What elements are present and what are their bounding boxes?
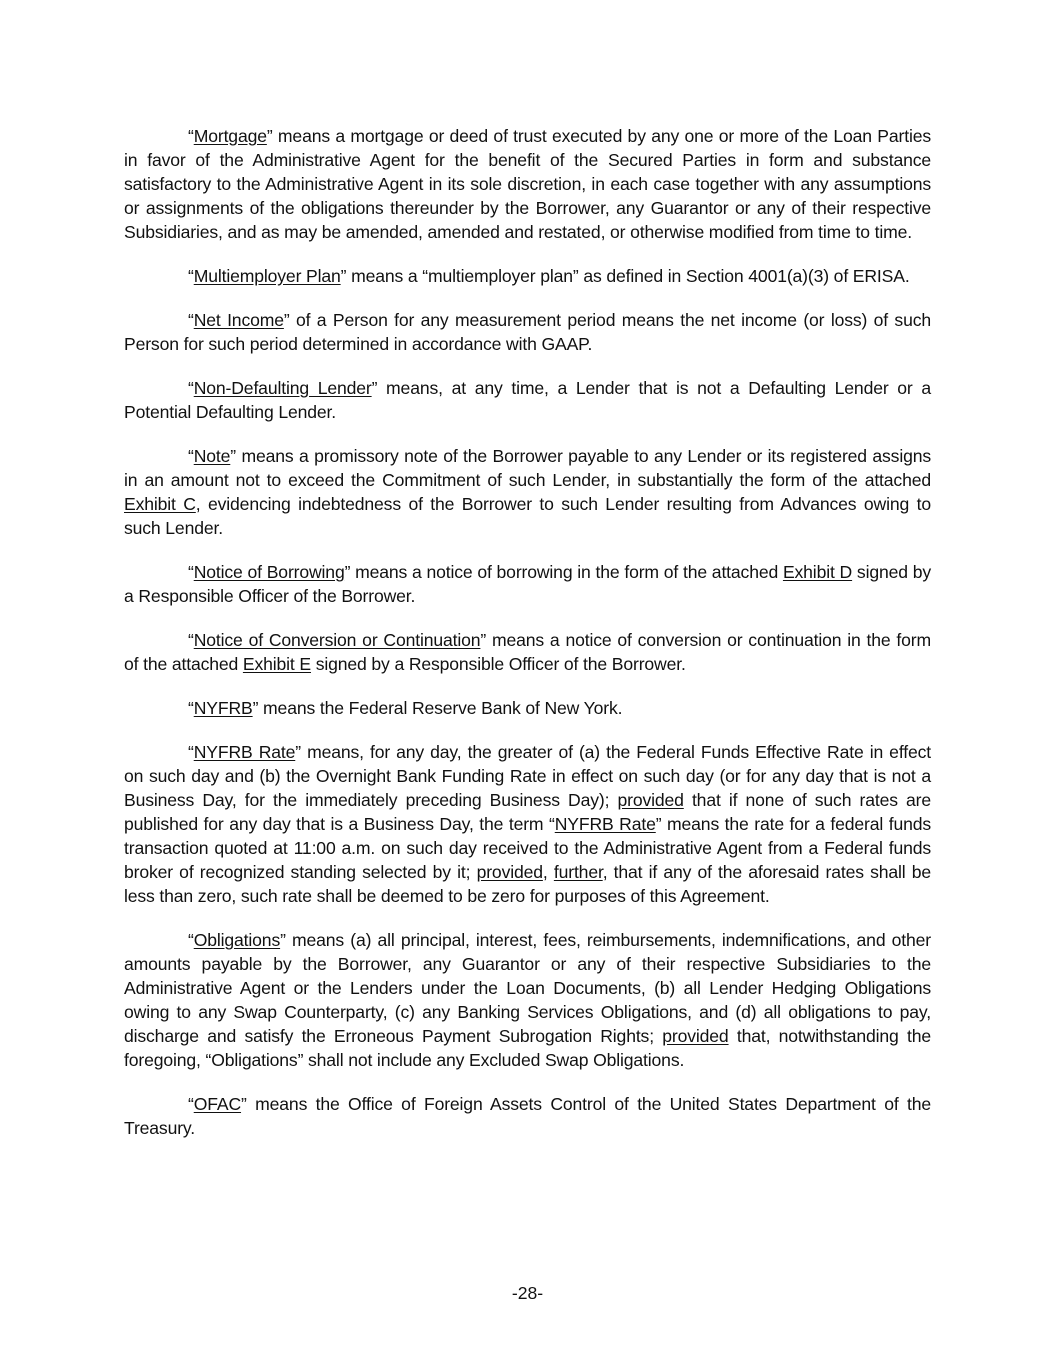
definition-text: “ <box>188 266 194 286</box>
definition-text: “ <box>188 310 194 330</box>
definition-text: ” means, for any day, the greater of (a) the Federal Funds Effective Rate in effect on such day and (b) the Overnight Bank Funding Rate in effect on such day (or for any day that is not a Business Day, for the immediately preceding Business Day); <box>124 742 931 810</box>
definition-text: , <box>542 862 554 882</box>
definition-paragraph <box>124 1092 931 1140</box>
definition-text: ” means the rate for a federal funds transaction quoted at 11:00 a.m. on such day received to the Administrative Agent from a Federal funds broker of recognized standing selected by it; <box>124 814 931 882</box>
defined-term: NYFRB <box>193 698 253 718</box>
underlined-reference: Exhibit E <box>242 654 311 674</box>
definition-text: ” means a notice of conversion or continuation in the form of the attached <box>124 630 932 674</box>
definition-text: ” means a notice of borrowing in the form of the attached <box>344 562 783 582</box>
definition-text: , that if any of the aforesaid rates shall be less than zero, such rate shall be deemed to be zero for purposes of this Agreement. <box>124 862 932 906</box>
defined-term: Net Income <box>193 310 284 330</box>
underlined-reference: Exhibit D <box>782 562 853 582</box>
defined-term: NYFRB Rate <box>193 742 296 762</box>
definition-paragraph <box>124 628 931 676</box>
definition-text: “ <box>188 126 194 146</box>
definition-paragraph <box>124 264 931 288</box>
definition-paragraph <box>124 560 931 608</box>
page-number: -28- <box>511 1283 544 1303</box>
definition-text: ” of a Person for any measurement period means the net income (or loss) of such Person for such period determined in accordance with GAAP. <box>124 310 931 354</box>
definition-text: “ <box>188 446 194 466</box>
definition-text: signed by a Responsible Officer of the Borrower. <box>311 654 686 674</box>
definition-text: “ <box>188 562 194 582</box>
definition-paragraph <box>124 740 931 908</box>
defined-term: Multiemployer Plan <box>193 266 341 286</box>
definition-text: “ <box>188 698 194 718</box>
underlined-reference: NYFRB Rate <box>554 814 656 834</box>
definition-text: that if none of such rates are published for any day that is a Business Day, the term “ <box>124 790 931 834</box>
underlined-reference: further <box>553 862 603 882</box>
defined-term: Obligations <box>193 930 281 950</box>
definition-text: ” means a promissory note of the Borrower payable to any Lender or its registered assigns in an amount not to exceed the Commitment of such Lender, in substantially the form of the attached <box>124 446 931 490</box>
defined-term: Mortgage <box>193 126 267 146</box>
defined-term: Non-Defaulting Lender <box>193 378 372 398</box>
underlined-reference: Exhibit C <box>124 494 196 514</box>
definition-text: “ <box>188 930 194 950</box>
definition-text: “ <box>188 378 194 398</box>
underlined-reference: provided <box>617 790 684 810</box>
definition-text: “ <box>188 742 194 762</box>
document-page <box>124 124 931 1160</box>
defined-term: Notice of Conversion or Continuation <box>193 630 481 650</box>
definition-paragraph <box>124 308 931 356</box>
defined-term: Note <box>193 446 231 466</box>
underlined-reference: provided <box>662 1026 729 1046</box>
definition-text: signed by a Responsible Officer of the Borrower. <box>124 562 931 606</box>
defined-term: Notice of Borrowing <box>193 562 345 582</box>
defined-term: OFAC <box>193 1094 242 1114</box>
definition-text: that, notwithstanding the foregoing, “Obligations” shall not include any Excluded Swap Obligations. <box>124 1026 931 1070</box>
definition-text: ” means the Office of Foreign Assets Control of the United States Department of the Treasury. <box>124 1094 931 1138</box>
definitions-list <box>124 124 931 1140</box>
definition-paragraph <box>124 376 931 424</box>
definition-text: ” means (a) all principal, interest, fees, reimbursements, indemnifications, and other amounts payable by the Borrower, any Guarantor or any of their respective Subsidiaries to the Administrative Agent or the Lenders under the Loan Documents, (b) all Lender Hedging Obligations owing to any Swap Counterparty, (c) any Banking Services Obligations, and (d) all obligations to pay, discharge and satisfy the Erroneous Payment Subrogation Rights; <box>124 930 931 1046</box>
underlined-reference: provided <box>476 862 543 882</box>
definition-text: “ <box>188 630 194 650</box>
definition-paragraph <box>124 928 931 1072</box>
definition-paragraph <box>124 444 931 540</box>
definition-text: ” means, at any time, a Lender that is not a Defaulting Lender or a Potential Defaulting Lender. <box>124 378 931 422</box>
definition-paragraph <box>124 696 931 720</box>
definition-text: ” means the Federal Reserve Bank of New York. <box>252 698 623 718</box>
definition-text: “ <box>188 1094 194 1114</box>
definition-paragraph <box>124 124 931 244</box>
definition-text: , evidencing indebtedness of the Borrower to such Lender resulting from Advances owing to such Lender. <box>124 494 931 538</box>
definition-text: ” means a “multiemployer plan” as defined in Section 4001(a)(3) of ERISA. <box>340 266 910 286</box>
definition-text: ” means a mortgage or deed of trust executed by any one or more of the Loan Parties in favor of the Administrative Agent for the benefit of the Secured Parties in form and substance satisfactory to the Administrative Agent in its sole discretion, in each case together with any assumptions or assignments of the obligations thereunder by the Borrower, any Guarantor or any of their respective Subsidiaries, and as may be amended, amended and restated, or otherwise modified from time to time. <box>124 126 931 242</box>
